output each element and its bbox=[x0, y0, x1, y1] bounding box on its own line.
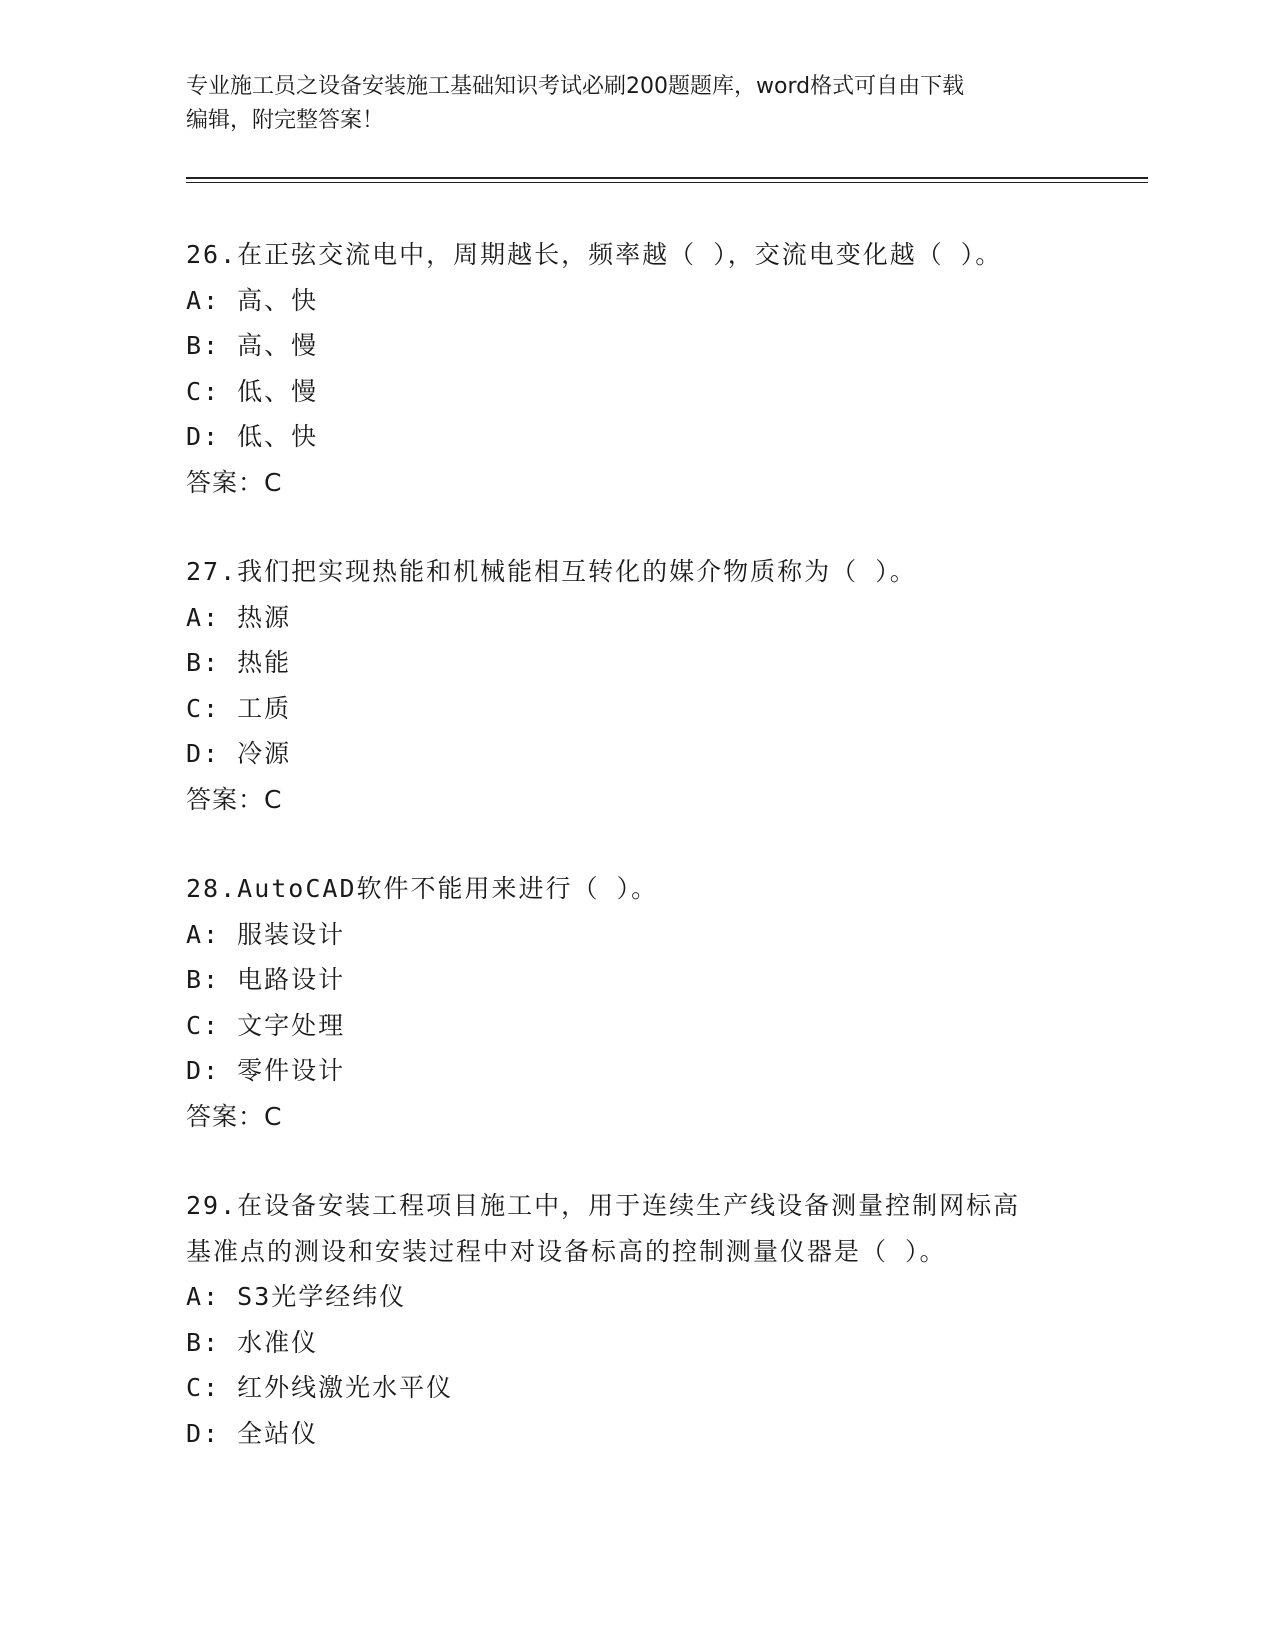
option-a: A: 服装设计 bbox=[186, 919, 346, 949]
option-d: D: 冷源 bbox=[186, 739, 292, 768]
question-stem: 27.我们把实现热能和机械能相互转化的媒介物质称为（ ）。 bbox=[186, 557, 917, 586]
option-c: C: 工质 bbox=[186, 693, 292, 723]
question-stem: 26.在正弦交流电中，周期越长，频率越（ ），交流电变化越（ ）。 bbox=[186, 240, 1003, 269]
option-b: B: 电路设计 bbox=[186, 965, 346, 994]
option-a: A: 高、快 bbox=[186, 285, 319, 315]
option-a: A: 热源 bbox=[186, 602, 292, 632]
question-stem: 29.在设备安装工程项目施工中，用于连续生产线设备测量控制网标高 bbox=[186, 1191, 1021, 1220]
question-stem: 28.AutoCAD软件不能用来进行（ ）。 bbox=[186, 874, 659, 903]
option-b: B: 高、慢 bbox=[186, 331, 319, 360]
header-divider-thin bbox=[186, 182, 1148, 183]
answer-line: 答案：C bbox=[186, 784, 283, 814]
option-b: B: 水准仪 bbox=[186, 1327, 319, 1357]
option-d: D: 全站仪 bbox=[186, 1418, 319, 1448]
question-27 bbox=[186, 549, 1146, 822]
question-list bbox=[186, 232, 1146, 1500]
question-29 bbox=[186, 1183, 1146, 1456]
option-a: A: S3光学经纬仪 bbox=[186, 1282, 407, 1311]
document-header bbox=[186, 70, 1086, 138]
option-d: D: 低、快 bbox=[186, 422, 319, 451]
answer-line: 答案：C bbox=[186, 1101, 283, 1131]
option-c: C: 文字处理 bbox=[186, 1010, 346, 1040]
header-line-1: 专业施工员之设备安装施工基础知识考试必刷200题题库，word格式可自由下载 bbox=[186, 74, 965, 99]
answer-line: 答案：C bbox=[186, 467, 283, 497]
question-28 bbox=[186, 866, 1146, 1139]
option-c: C: 低、慢 bbox=[186, 376, 319, 406]
question-26 bbox=[186, 232, 1146, 505]
question-stem-continued: 基准点的测设和安装过程中对设备标高的控制测量仪器是（ ）。 bbox=[186, 1236, 947, 1266]
option-b: B: 热能 bbox=[186, 648, 292, 677]
option-c: C: 红外线激光水平仪 bbox=[186, 1373, 454, 1402]
option-d: D: 零件设计 bbox=[186, 1056, 346, 1085]
header-divider-thick bbox=[186, 177, 1148, 179]
header-line-2: 编辑，附完整答案！ bbox=[186, 108, 385, 133]
